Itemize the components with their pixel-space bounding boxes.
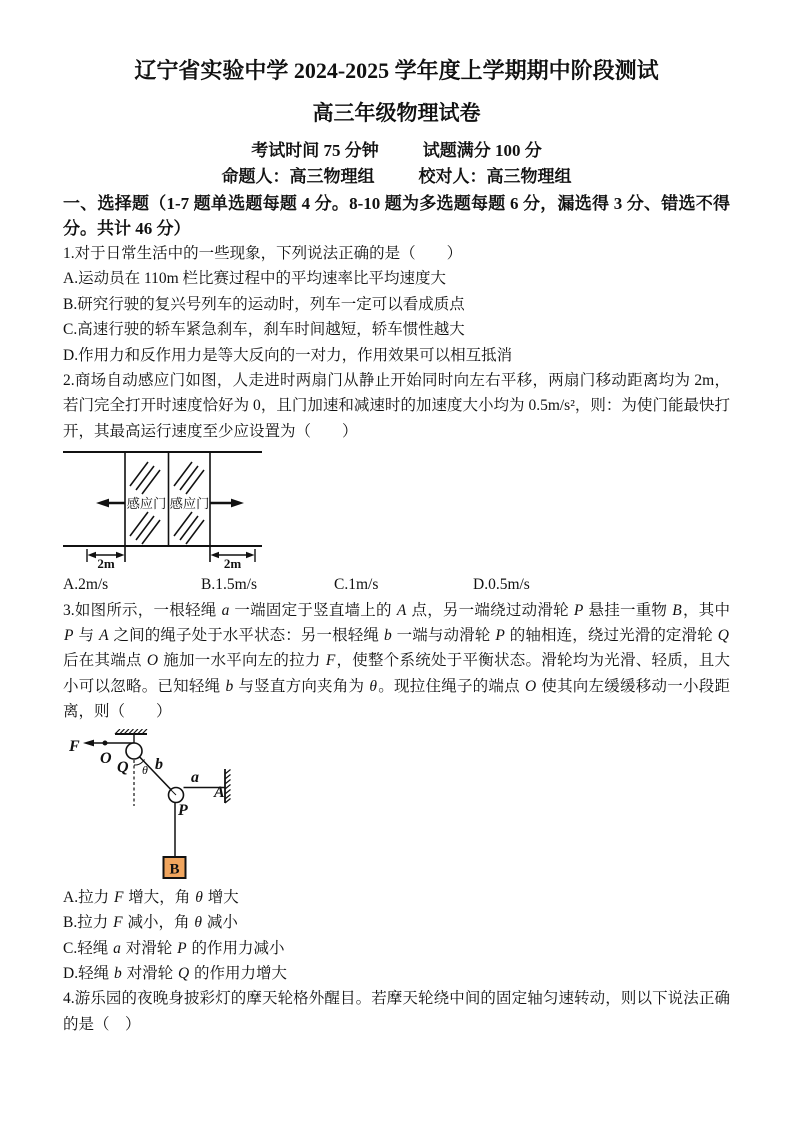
fixed-pulley-q xyxy=(126,743,142,759)
question-2-option-b: B.1.5m/s xyxy=(201,576,257,594)
question-2-options xyxy=(63,572,730,597)
question-3-option-b: B.拉力 F 减小，角 θ 减小 xyxy=(63,914,238,932)
rope-b-label: b xyxy=(155,755,163,773)
ceiling-hatch xyxy=(115,729,147,734)
question-3-option-a: A.拉力 F 增大，角 θ 增大 xyxy=(63,888,239,906)
exam-total-score: 试题满分 100 分 xyxy=(422,141,542,160)
exam-title: 辽宁省实验中学 2024-2025 学年度上学期期中阶段测试 xyxy=(134,58,659,83)
pulley-system-diagram xyxy=(63,729,263,881)
force-f-arrow-icon xyxy=(83,739,94,746)
dimension-left-label: 2m xyxy=(97,556,115,571)
exam-duration: 考试时间 75 分钟 xyxy=(251,141,379,160)
pulley-p-label: P xyxy=(178,801,188,819)
question-3-option-c: C.轻绳 a 对滑轮 P 的作用力减小 xyxy=(63,939,285,957)
weight-b-label: B xyxy=(169,861,180,878)
door-label-right: 感应门 xyxy=(169,496,210,512)
question-2-option-a: A.2m/s xyxy=(63,576,109,594)
sensor-door-diagram xyxy=(63,450,263,570)
exam-info-row-2 xyxy=(63,164,730,190)
question-1-option-d: D.作用力和反作用力是等大反向的一对力，作用效果可以相互抵消 xyxy=(63,346,513,364)
pulley-q-label: Q xyxy=(117,758,129,776)
point-o-dot xyxy=(103,741,107,745)
section-1-heading: 一、选择题（1-7 题单选题每题 4 分。8-10 题为多选题每题 6 分，漏选得 3 分、错选不得分。共计 46 分） xyxy=(63,194,730,238)
exam-setter: 命题人：高三物理组 xyxy=(221,167,375,186)
exam-info-row-1 xyxy=(63,138,730,164)
sensor-door-figure xyxy=(63,450,730,570)
point-o-label: O xyxy=(100,749,112,767)
question-1-option-c: C.高速行驶的轿车紧急刹车，刹车时间越短，轿车惯性越大 xyxy=(63,321,465,339)
rope-a-label: a xyxy=(191,768,199,786)
question-1-option-b: B.研究行驶的复兴号列车的运动时，列车一定可以看成质点 xyxy=(63,295,465,313)
question-3-option-d: D.轻绳 b 对滑轮 Q 的作用力增大 xyxy=(63,964,288,982)
wall-hatch xyxy=(225,769,231,803)
angle-theta-label: θ xyxy=(142,762,148,777)
dimension-right-label: 2m xyxy=(223,556,242,571)
question-2-stem: 2.商场自动感应门如图，人走进时两扇门从静止开始同时向左右平移，两扇门移动距离均为 2m，若门完全打开时速度恰好为 0，且门加速和减速时的加速度大小均为 0.5m/s²，则：为使门能最快打开，其最高运行速度至少应设置为（ ） xyxy=(63,372,730,440)
force-f-label: F xyxy=(69,737,80,755)
question-3-stem: 3.如图所示，一根轻绳 a 一端固定于竖直墙上的 A 点，另一端绕过动滑轮 P 悬挂一重物 B，其中 P 与 A 之间的绳子处于水平状态：另一根轻绳 b 一端与动滑轮 P 的轴相连，绕过光滑的定滑轮 Q 后在其端点 O 施加一水平向左的拉力 F，使整个系统处于平衡状态。滑轮均为光滑、轻质，且大小可以忽略。已知轻绳 b 与竖直方向夹角为 θ。现拉住绳子的端点 O 使其向左缓缓移动一小段距离，则（ ） xyxy=(63,601,730,721)
question-4-stem: 4.游乐园的夜晚身披彩灯的摩天轮格外醒目。若摩天轮绕中间的固定轴匀速转动，则以下说法正确的是（ ） xyxy=(63,990,730,1033)
exam-reviewer: 校对人：高三物理组 xyxy=(418,167,572,186)
question-1-option-a: A.运动员在 110m 栏比赛过程中的平均速率比平均速度大 xyxy=(63,270,447,288)
question-2-option-c: C.1m/s xyxy=(334,576,379,594)
question-2-option-d: D.0.5m/s xyxy=(473,576,530,594)
arrow-left-icon xyxy=(96,499,125,508)
arrow-right-icon xyxy=(210,499,244,508)
door-label-left: 感应门 xyxy=(126,496,167,512)
wall-point-a-label: A xyxy=(214,783,225,801)
question-1-stem: 1.对于日常生活中的一些现象，下列说法正确的是（ ） xyxy=(63,245,463,262)
exam-subtitle: 高三年级物理试卷 xyxy=(312,101,481,125)
pulley-system-figure xyxy=(63,729,730,881)
